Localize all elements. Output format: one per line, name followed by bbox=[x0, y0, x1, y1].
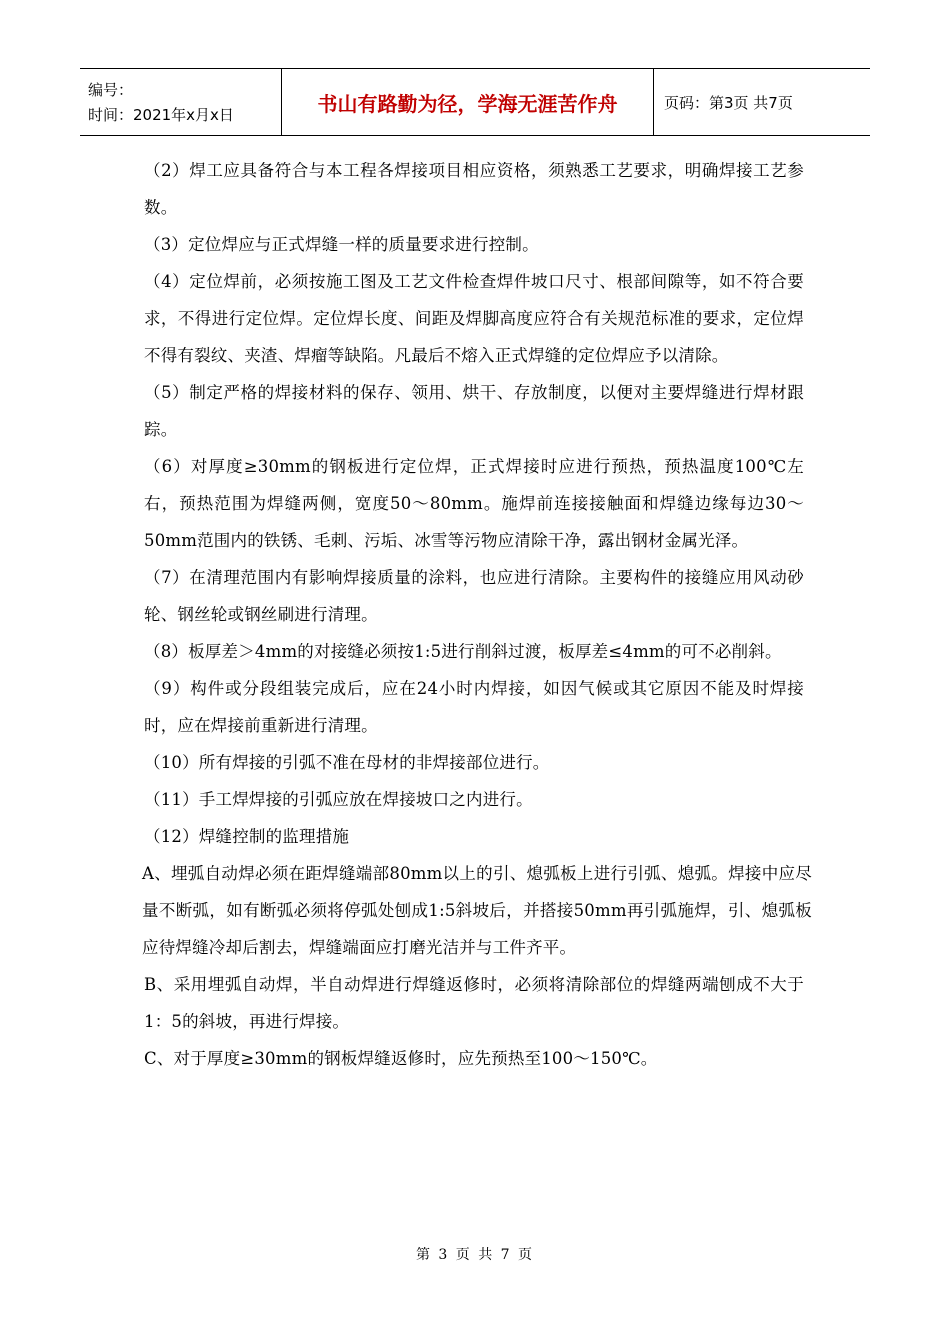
header-page-info: 页码：第3页 共7页 bbox=[664, 93, 793, 112]
paragraph-10: （10）所有焊接的引弧不准在母材的非焊接部位进行。 bbox=[144, 753, 550, 772]
paragraph-5: （5）制定严格的焊接材料的保存、领用、烘干、存放制度，以便对主要焊缝进行焊材跟踪。 bbox=[144, 383, 804, 439]
paragraph-12-heading: （12）焊缝控制的监理措施 bbox=[144, 827, 350, 846]
paragraph-6: （6）对厚度≥30mm的钢板进行定位焊，正式焊接时应进行预热，预热温度100℃左右，预热范围为焊缝两侧，宽度50～80mm。施焊前连接接触面和焊缝边缘每边30～50mm范围内的铁锈、毛刺、污垢、冰雪等污物应清除干净，露出钢材金属光泽。 bbox=[144, 457, 804, 550]
page-header bbox=[80, 68, 870, 136]
paragraph-a: A、埋弧自动焊必须在距焊缝端部80mm以上的引、熄弧板上进行引弧、熄弧。焊接中应尽量不断弧，如有断弧必须将停弧处刨成1:5斜坡后，并搭接50mm再引弧施焊，引、熄弧板应待焊缝冷却后割去，焊缝端面应打磨光洁并与工件齐平。 bbox=[142, 864, 812, 957]
document-date-label: 时间：2021年x月x日 bbox=[88, 106, 234, 124]
paragraph-11: （11）手工焊焊接的引弧应放在焊接坡口之内进行。 bbox=[144, 790, 533, 809]
paragraph-b: B、采用埋弧自动焊，半自动焊进行焊缝返修时，必须将清除部位的焊缝两端刨成不大于1：5的斜坡，再进行焊接。 bbox=[144, 975, 804, 1031]
paragraph-8: （8）板厚差＞4mm的对接缝必须按1:5进行削斜过渡，板厚差≤4mm的可不必削斜。 bbox=[144, 642, 782, 661]
paragraph-7: （7）在清理范围内有影响焊接质量的涂料，也应进行清除。主要构件的接缝应用风动砂轮、钢丝轮或钢丝刷进行清理。 bbox=[144, 568, 804, 624]
header-left-cell bbox=[80, 69, 282, 135]
paragraph-c: C、对于厚度≥30mm的钢板焊缝返修时，应先预热至100～150℃。 bbox=[144, 1049, 658, 1068]
paragraph-4: （4）定位焊前，必须按施工图及工艺文件检查焊件坡口尺寸、根部间隙等，如不符合要求，不得进行定位焊。定位焊长度、间距及焊脚高度应符合有关规范标准的要求，定位焊不得有裂纹、夹渣、焊瘤等缺陷。凡最后不熔入正式焊缝的定位焊应予以清除。 bbox=[144, 272, 804, 365]
paragraph-3: （3）定位焊应与正式焊缝一样的质量要求进行控制。 bbox=[144, 235, 539, 254]
header-motto: 书山有路勤为径，学海无涯苦作舟 bbox=[282, 69, 654, 135]
document-number-label: 编号： bbox=[88, 81, 134, 99]
document-body bbox=[142, 152, 812, 1077]
paragraph-9: （9）构件或分段组装完成后，应在24小时内焊接，如因气候或其它原因不能及时焊接时，应在焊接前重新进行清理。 bbox=[144, 679, 804, 735]
paragraph-2: （2）焊工应具备符合与本工程各焊接项目相应资格，须熟悉工艺要求，明确焊接工艺参数。 bbox=[144, 161, 804, 217]
page-footer: 第 3 页 共 7 页 bbox=[415, 1247, 535, 1263]
